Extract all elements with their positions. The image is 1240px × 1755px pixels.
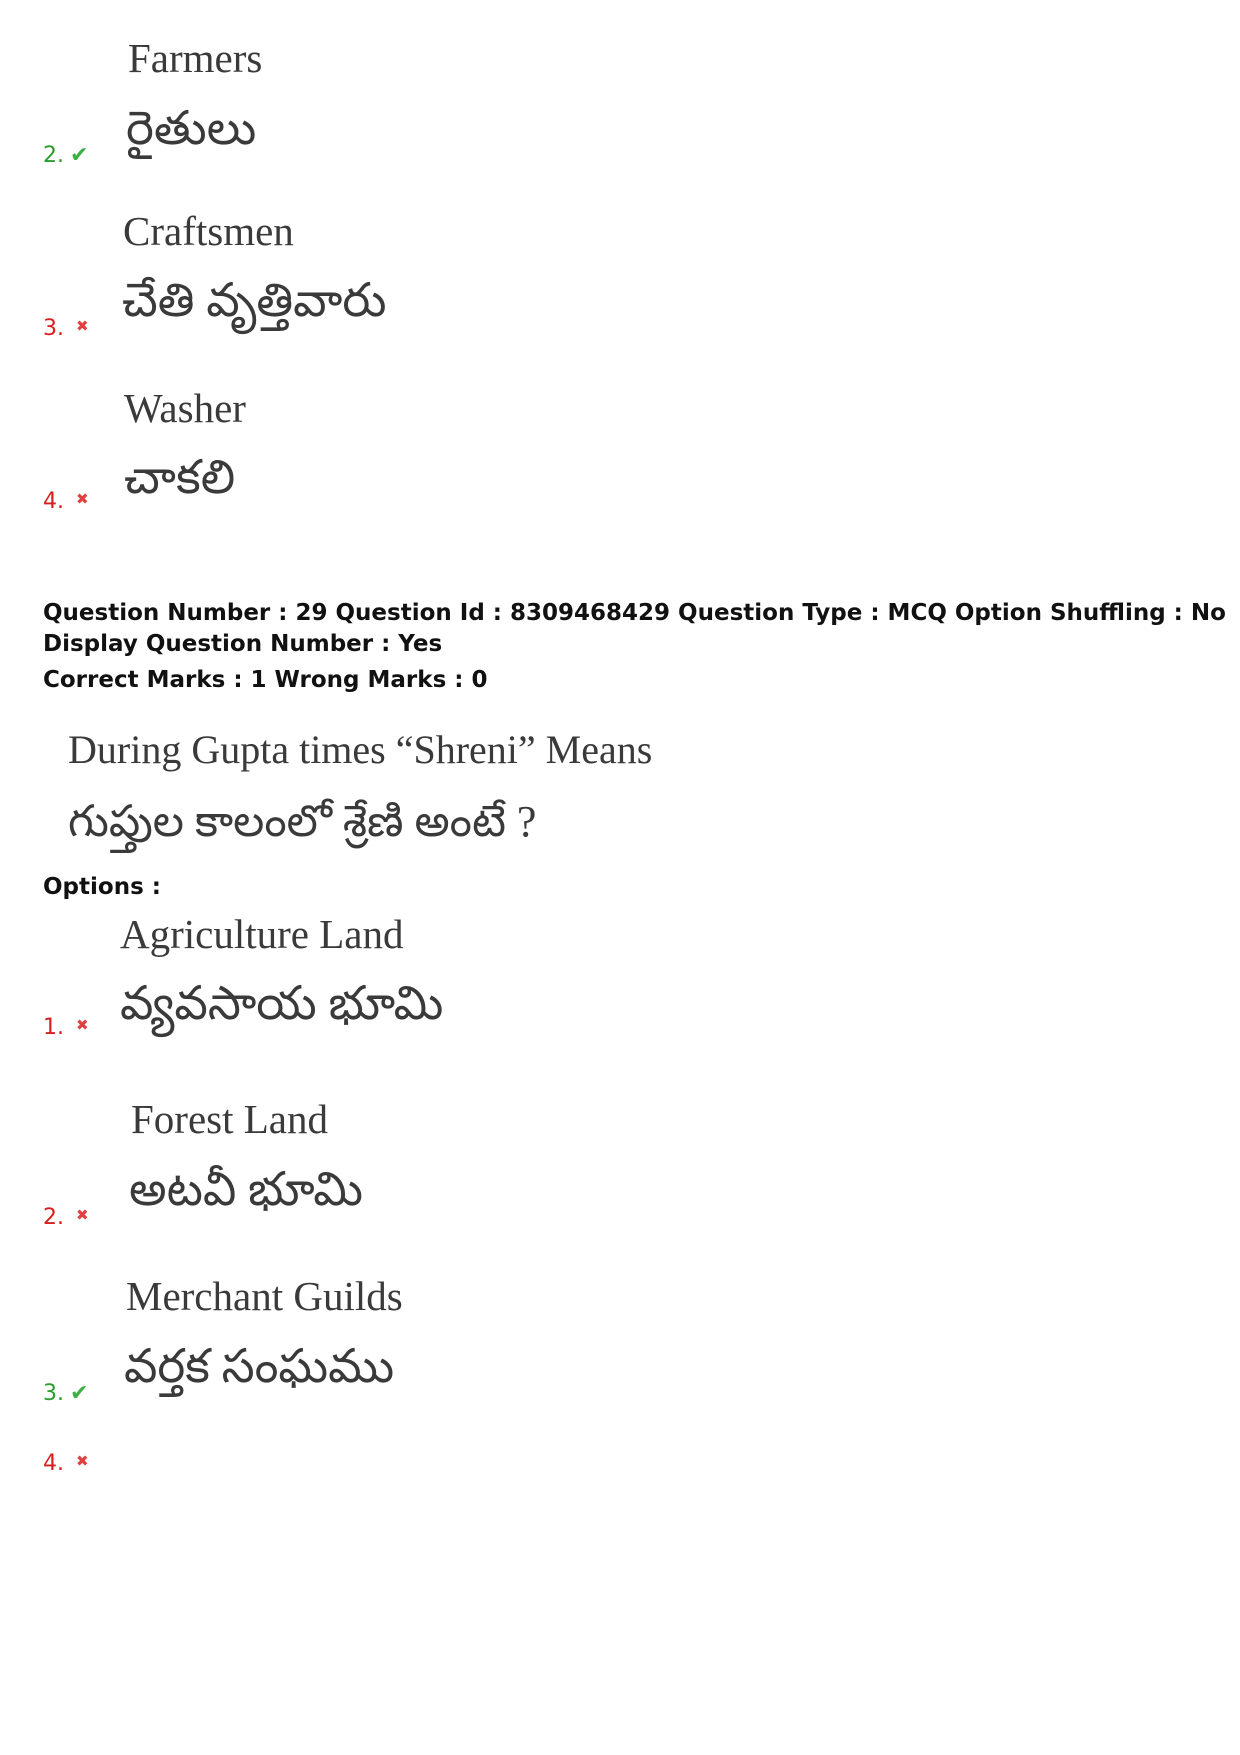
question-meta-line: Question Number : 29 Question Id : 8309468429 Question Type : MCQ Option Shuffling : No [43,600,1226,626]
cross-icon: ✖ [76,1452,89,1470]
option-english-text: Merchant Guilds [126,1273,403,1319]
check-icon: ✔ [70,1381,89,1406]
option-marker-3-wrong [43,316,89,341]
option-english-text: Craftsmen [123,208,294,254]
option-number: 1. [43,1015,64,1040]
option-number: 2. [43,1205,64,1230]
option-marker-4-wrong [43,489,89,514]
option-telugu-text: చాకలి [124,452,236,504]
check-icon: ✔ [70,143,89,168]
option-number: 2. [43,143,64,168]
cross-icon: ✖ [76,317,89,335]
option-marker-3-correct [43,1381,88,1406]
option-number: 3. [43,316,64,341]
marks-line: Correct Marks : 1 Wrong Marks : 0 [43,667,488,693]
option-telugu-text: రైతులు [126,103,257,155]
option-telugu-text: వ్యవసాయ భూమి [120,978,444,1030]
option-number: 4. [43,1451,64,1476]
option-telugu-text: అటవీ భూమి [129,1164,363,1216]
question-text-telugu: గుప్తుల కాలంలో శ్రేణి అంటే ? [68,797,537,846]
option-english-text: Agriculture Land [120,911,404,957]
options-label: Options : [43,874,161,900]
option-marker-2-wrong [43,1205,89,1230]
option-number: 3. [43,1381,64,1406]
option-marker-2-correct [43,143,88,168]
cross-icon: ✖ [76,1016,89,1034]
option-marker-4-wrong [43,1451,89,1476]
display-question-number: Display Question Number : Yes [43,631,443,657]
option-english-text: Farmers [128,35,263,81]
option-telugu-text: చేతి వృత్తివారు [122,275,387,327]
option-telugu-text: వర్తక సంఘము [124,1341,395,1393]
question-text-english: During Gupta times “Shreni” Means [68,727,653,772]
option-english-text: Washer [124,385,246,431]
option-english-text: Forest Land [131,1096,328,1142]
option-number: 4. [43,489,64,514]
option-marker-1-wrong [43,1015,89,1040]
cross-icon: ✖ [76,1206,89,1224]
cross-icon: ✖ [76,490,89,508]
